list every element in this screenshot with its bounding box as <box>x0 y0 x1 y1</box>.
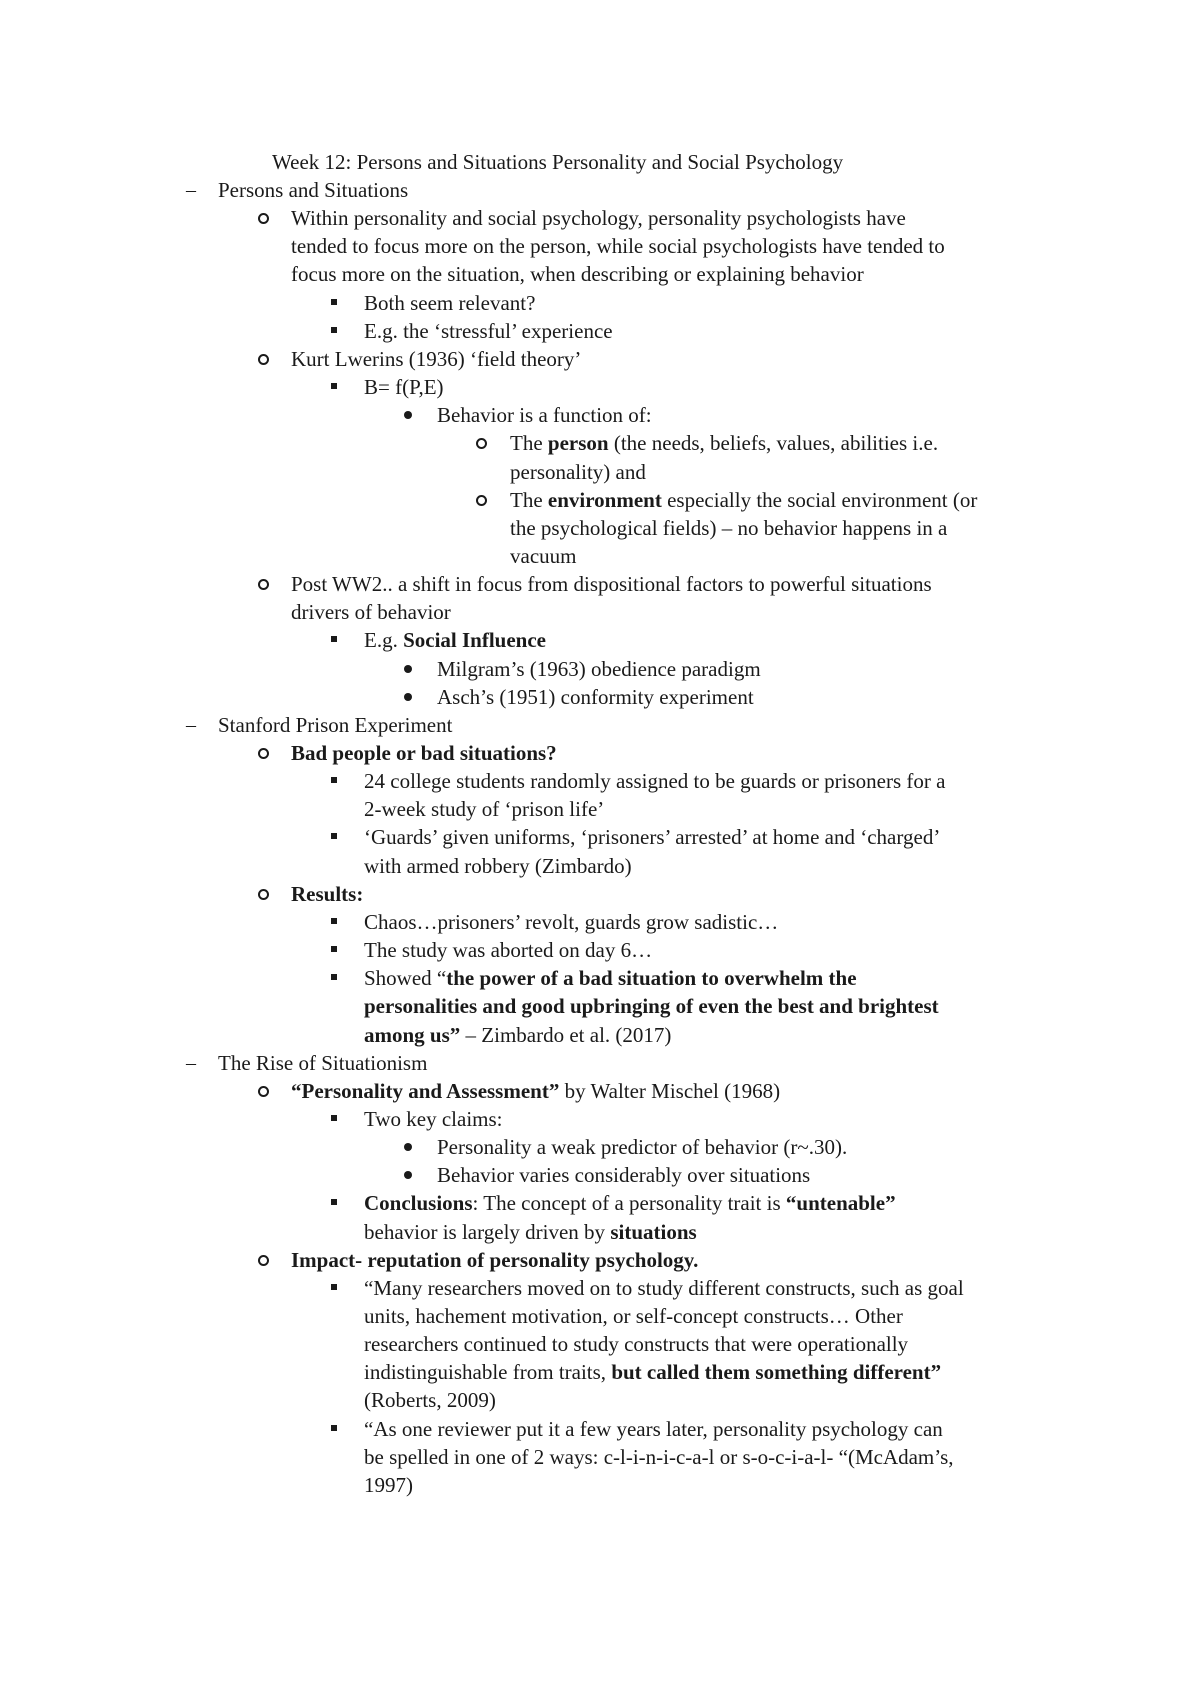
text: The Rise of Situationism <box>218 1050 428 1075</box>
outline-line <box>291 204 906 232</box>
text: 2-week study of ‘prison life’ <box>364 797 605 822</box>
outline-line <box>364 1105 503 1133</box>
outline-line <box>291 880 363 908</box>
bold-text: the power of a bad situation to overwhelm the <box>446 966 857 991</box>
outline-line <box>364 1021 671 1049</box>
text: Behavior varies considerably over situations <box>437 1163 811 1188</box>
outline-line <box>291 1246 698 1274</box>
dash-bullet: – <box>186 179 196 201</box>
text: E.g. <box>364 628 404 653</box>
bold-text: Impact- reputation of personality psychology. <box>291 1247 699 1272</box>
text: the psychological fields) – no behavior happens in a <box>510 515 948 540</box>
outline-line <box>364 1471 413 1499</box>
dot-bullet-icon <box>404 1171 412 1179</box>
text: 24 college students randomly assigned to be guards or prisoners for a <box>364 769 946 794</box>
text: Behavior is a function of: <box>437 403 652 428</box>
circle-bullet-icon <box>258 748 269 759</box>
outline-line <box>437 1161 810 1189</box>
square-bullet-icon <box>331 299 337 305</box>
text: – Zimbardo et al. (2017) <box>460 1022 672 1047</box>
bold-text: Results: <box>291 881 364 906</box>
text: Two key claims: <box>364 1106 503 1131</box>
outline-line <box>364 1330 908 1358</box>
bold-text: environment <box>547 487 662 512</box>
text: drivers of behavior <box>291 600 451 625</box>
text: indistinguishable from traits, <box>364 1360 612 1385</box>
outline-line <box>437 401 652 429</box>
text: Chaos…prisoners’ revolt, guards grow sadistic… <box>364 909 779 934</box>
text: Post WW2.. a shift in focus from dispositional factors to powerful situations <box>291 572 932 597</box>
outline-line <box>218 1049 427 1077</box>
outline-line <box>364 795 604 823</box>
outline-line <box>510 486 977 514</box>
square-bullet-icon <box>331 1115 337 1121</box>
square-bullet-icon <box>331 327 337 333</box>
text: with armed robbery (Zimbardo) <box>364 853 632 878</box>
outline-line <box>364 1189 896 1217</box>
outline-line <box>364 1443 954 1471</box>
bold-text: Bad people or bad situations? <box>291 741 557 765</box>
square-bullet-icon <box>331 918 337 924</box>
outline-line <box>510 514 947 542</box>
text: (Roberts, 2009) <box>364 1388 496 1413</box>
outline-line <box>364 1302 903 1330</box>
text: (the needs, beliefs, values, abilities i.e. <box>608 431 939 456</box>
bold-text: but called them something different” <box>611 1360 942 1385</box>
text: The study was aborted on day 6… <box>364 938 653 963</box>
text: personality) and <box>510 459 646 484</box>
bold-text: situations <box>610 1219 697 1244</box>
circle-bullet-icon <box>258 579 269 590</box>
text: focus more on the situation, when describing or explaining behavior <box>291 262 864 287</box>
outline-line <box>291 598 451 626</box>
outline-line <box>437 1133 847 1161</box>
text: especially the social environment (or <box>661 487 978 512</box>
square-bullet-icon <box>331 636 337 642</box>
text: behavior is largely driven by <box>364 1219 611 1244</box>
outline-line <box>510 542 576 570</box>
dot-bullet-icon <box>404 665 412 673</box>
outline-line <box>364 373 444 401</box>
dot-bullet-icon <box>404 411 412 419</box>
text: tended to focus more on the person, while social psychologists have tended to <box>291 234 945 259</box>
text: Asch’s (1951) conformity experiment <box>437 684 754 709</box>
outline-line <box>437 683 754 711</box>
bold-text: Social Influence <box>403 628 546 653</box>
outline-line <box>364 1274 964 1302</box>
outline-line <box>364 1415 943 1443</box>
outline-line <box>218 176 408 204</box>
bold-text: “Personality and Assessment” <box>291 1078 560 1103</box>
outline-line <box>364 626 546 654</box>
circle-bullet-icon <box>476 495 487 506</box>
outline-line <box>364 1218 697 1246</box>
outline-line <box>364 1358 941 1386</box>
text: Showed “ <box>364 966 447 991</box>
outline-line <box>291 232 945 260</box>
text: Within personality and social psychology, personality psychologists have <box>291 206 906 231</box>
square-bullet-icon <box>331 777 337 783</box>
outline-line <box>364 289 535 317</box>
text: E.g. the ‘stressful’ experience <box>364 318 613 343</box>
outline-line <box>364 964 857 992</box>
bold-text: among us” <box>364 1022 461 1047</box>
outline-line <box>364 992 939 1020</box>
bold-text: personalities and good upbringing of even the best and brightest <box>364 994 939 1019</box>
text: The <box>510 487 548 512</box>
square-bullet-icon <box>331 1425 337 1431</box>
square-bullet-icon <box>331 1284 337 1290</box>
text: units, hachement motivation, or self-concept constructs… Other <box>364 1304 903 1328</box>
text: “As one reviewer put it a few years later, personality psychology can <box>364 1416 943 1441</box>
dot-bullet-icon <box>404 1143 412 1151</box>
text: : The concept of a personality trait is <box>472 1191 786 1216</box>
circle-bullet-icon <box>258 889 269 900</box>
dash-bullet: – <box>186 1051 196 1074</box>
text: be spelled in one of 2 ways: c-l-i-n-i-c-a-l or s-o-c-i-a-l- “(McAdam’s, <box>364 1444 954 1469</box>
square-bullet-icon <box>331 833 337 839</box>
square-bullet-icon <box>331 1199 337 1205</box>
text: “Many researchers moved on to study different constructs, such as goal <box>364 1275 964 1300</box>
text: 1997) <box>364 1472 413 1497</box>
outline-line <box>510 458 646 486</box>
circle-bullet-icon <box>258 1086 269 1097</box>
text: B= f(P,E) <box>364 375 444 400</box>
text: vacuum <box>510 543 577 568</box>
outline-line <box>291 345 581 373</box>
text: Persons and Situations <box>218 178 409 202</box>
square-bullet-icon <box>331 946 337 952</box>
bold-text: “untenable” <box>785 1191 896 1216</box>
bold-text: Conclusions <box>364 1191 473 1216</box>
circle-bullet-icon <box>258 1255 269 1266</box>
text: by Walter Mischel (1968) <box>559 1078 781 1103</box>
outline-line <box>364 852 632 880</box>
text: The <box>510 431 548 456</box>
dash-bullet: – <box>186 713 196 736</box>
text: Kurt Lwerins (1936) ‘field theory’ <box>291 346 582 371</box>
circle-bullet-icon <box>258 213 269 224</box>
outline-line <box>364 767 945 795</box>
outline-line <box>291 570 932 598</box>
bold-text: person <box>547 431 609 456</box>
outline-line <box>218 711 452 739</box>
text: Both seem relevant? <box>364 290 536 315</box>
outline-line <box>510 429 938 457</box>
text: researchers continued to study constructs that were operationally <box>364 1332 909 1357</box>
text: Milgram’s (1963) obedience paradigm <box>437 656 761 681</box>
square-bullet-icon <box>331 974 337 980</box>
text: ‘Guards’ given uniforms, ‘prisoners’ arrested’ at home and ‘charged’ <box>364 825 941 850</box>
outline-line <box>364 1386 496 1414</box>
circle-bullet-icon <box>258 354 269 365</box>
circle-bullet-icon <box>476 438 487 449</box>
page-title: Week 12: Persons and Situations Personality and Social Psychology <box>272 150 844 174</box>
text: Stanford Prison Experiment <box>218 712 453 737</box>
outline-line <box>291 260 864 288</box>
text: Personality a weak predictor of behavior (r~.30). <box>437 1135 848 1160</box>
outline-line <box>437 655 761 683</box>
outline-line <box>364 908 778 936</box>
outline-line <box>364 823 940 851</box>
outline-line <box>291 1077 780 1105</box>
square-bullet-icon <box>331 383 337 389</box>
dot-bullet-icon <box>404 693 412 701</box>
outline-line <box>364 317 613 345</box>
outline-line <box>291 739 557 767</box>
outline-line <box>364 936 652 964</box>
